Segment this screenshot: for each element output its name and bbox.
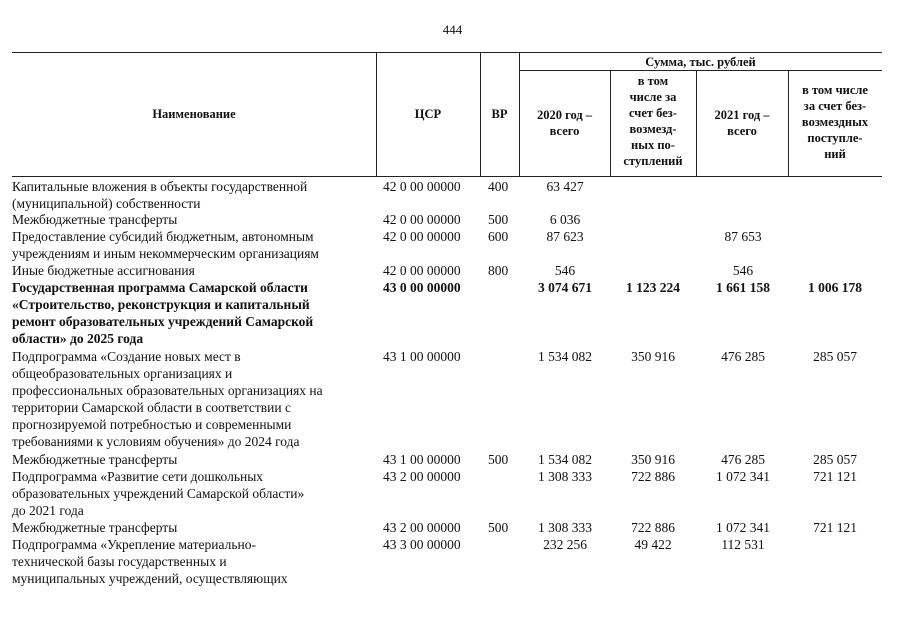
header-2020-total-lines bbox=[537, 107, 592, 139]
row-vr: 500 bbox=[488, 212, 509, 227]
header-2021-free bbox=[788, 82, 882, 162]
row-2020-total: 1 534 082 bbox=[538, 349, 592, 364]
header-csr: ЦСР bbox=[414, 107, 442, 121]
page-number: 444 bbox=[442, 22, 463, 37]
row-2020-total: 546 bbox=[554, 263, 576, 278]
row-name bbox=[12, 348, 372, 450]
name-line: ремонт образовательных учреждений Самарской bbox=[12, 314, 314, 329]
row-csr: 43 2 00 00000 bbox=[383, 520, 461, 535]
row-name bbox=[12, 536, 372, 587]
row-vr: 500 bbox=[488, 452, 509, 467]
row-2021-total: 1 072 341 bbox=[716, 520, 770, 535]
name-line: «Строительство, реконструкция и капитальный bbox=[12, 297, 310, 312]
name-line: Межбюджетные трансферты bbox=[12, 452, 178, 467]
row-2021-free: 721 121 bbox=[813, 469, 857, 484]
row-vr: 800 bbox=[488, 263, 509, 278]
row-2020-total: 232 256 bbox=[543, 537, 587, 552]
header-line: 2021 год – bbox=[714, 108, 770, 122]
name-line: Межбюджетные трансферты bbox=[12, 520, 178, 535]
header-line: за счет без- bbox=[803, 99, 867, 113]
name-line: прогнозируемой потребностью и современными bbox=[12, 417, 292, 432]
row-csr: 42 0 00 00000 bbox=[383, 212, 461, 227]
row-vr: 500 bbox=[488, 520, 509, 535]
name-line: Предоставление субсидий бюджетным, автономным bbox=[12, 229, 314, 244]
header-2020-total bbox=[519, 70, 610, 176]
row-2020-free: 49 422 bbox=[634, 537, 672, 552]
row-2021-total: 87 653 bbox=[724, 229, 762, 244]
row-2021-free: 285 057 bbox=[813, 349, 857, 364]
header-vr: ВР bbox=[491, 107, 508, 121]
name-line: Межбюджетные трансферты bbox=[12, 212, 178, 227]
row-2020-free: 350 916 bbox=[631, 349, 675, 364]
row-2021-total: 476 285 bbox=[721, 452, 765, 467]
row-2021-free: 1 006 178 bbox=[808, 280, 862, 295]
name-line: Подпрограмма «Развитие сети дошкольных bbox=[12, 469, 264, 484]
row-2021-free: 285 057 bbox=[813, 452, 857, 467]
row-2020-total: 6 036 bbox=[549, 212, 581, 227]
header-line: числе за bbox=[629, 90, 677, 104]
header-line: возмездных bbox=[801, 115, 869, 129]
name-line: образовательных учреждений Самарской области» bbox=[12, 486, 305, 501]
name-line: Капитальные вложения в объекты государственной bbox=[12, 179, 308, 194]
row-csr: 43 3 00 00000 bbox=[383, 537, 461, 552]
name-line: Подпрограмма «Укрепление материально- bbox=[12, 537, 256, 552]
header-2020-free bbox=[610, 73, 696, 169]
header-line: счет без- bbox=[629, 106, 677, 120]
row-csr: 43 1 00 00000 bbox=[383, 349, 461, 364]
header-line: возмезд- bbox=[629, 122, 677, 136]
header-line: в том числе bbox=[802, 83, 868, 97]
name-line: Иные бюджетные ассигнования bbox=[12, 263, 195, 278]
row-csr: 42 0 00 00000 bbox=[383, 263, 461, 278]
row-2020-total: 3 074 671 bbox=[538, 280, 592, 295]
row-name bbox=[12, 451, 372, 468]
row-2021-total: 112 531 bbox=[721, 537, 765, 552]
header-line: ных по- bbox=[631, 138, 675, 152]
row-csr: 43 1 00 00000 bbox=[383, 452, 461, 467]
header-sum-group: Сумма, тыс. рублей bbox=[645, 54, 756, 69]
row-2020-free: 350 916 bbox=[631, 452, 675, 467]
header-line: ний bbox=[824, 147, 846, 161]
header-line: поступле- bbox=[807, 131, 863, 145]
row-2020-total: 1 534 082 bbox=[538, 452, 592, 467]
row-name bbox=[12, 211, 372, 228]
row-2020-free: 722 886 bbox=[631, 469, 675, 484]
name-line: Государственная программа Самарской области bbox=[12, 280, 308, 295]
row-name bbox=[12, 262, 372, 279]
row-2020-free: 722 886 bbox=[631, 520, 675, 535]
name-line: технической базы государственных и bbox=[12, 554, 227, 569]
row-2020-total: 63 427 bbox=[546, 179, 584, 194]
name-line: до 2021 года bbox=[12, 503, 84, 518]
header-2021-total bbox=[696, 70, 788, 176]
row-2021-total: 1 072 341 bbox=[716, 469, 770, 484]
row-csr: 42 0 00 00000 bbox=[383, 229, 461, 244]
name-line: профессиональных образовательных организациях на bbox=[12, 383, 323, 398]
row-name bbox=[12, 519, 372, 536]
row-csr: 42 0 00 00000 bbox=[383, 179, 461, 194]
name-line: муниципальных учреждений, осуществляющих bbox=[12, 571, 288, 586]
header-line: 2020 год – bbox=[536, 108, 593, 122]
row-2020-free: 1 123 224 bbox=[626, 280, 680, 295]
row-csr: 43 0 00 00000 bbox=[383, 280, 461, 295]
row-2021-free: 721 121 bbox=[813, 520, 857, 535]
row-2020-total: 1 308 333 bbox=[538, 469, 592, 484]
row-vr: 600 bbox=[488, 229, 509, 244]
row-2020-total: 1 308 333 bbox=[538, 520, 592, 535]
name-line: (муниципальной) собственности bbox=[12, 196, 201, 211]
row-2021-total: 546 bbox=[732, 263, 754, 278]
header-line: ступлений bbox=[623, 154, 683, 168]
row-name bbox=[12, 228, 372, 262]
header-line: всего bbox=[727, 124, 757, 138]
row-csr: 43 2 00 00000 bbox=[383, 469, 461, 484]
header-bottom-border bbox=[12, 176, 882, 177]
row-2021-total: 476 285 bbox=[721, 349, 765, 364]
row-name bbox=[12, 178, 372, 212]
header-2021-total-lines bbox=[714, 107, 769, 139]
name-line: области» до 2025 года bbox=[12, 331, 144, 346]
row-name bbox=[12, 279, 372, 347]
row-2021-total: 1 661 158 bbox=[716, 280, 770, 295]
header-line: всего bbox=[549, 124, 580, 138]
row-name bbox=[12, 468, 372, 519]
name-line: Подпрограмма «Создание новых мест в bbox=[12, 349, 241, 364]
name-line: учреждениям и иным некоммерческим организациям bbox=[12, 246, 319, 261]
row-vr: 400 bbox=[488, 179, 509, 194]
header-line: в том bbox=[637, 74, 669, 88]
name-line: общеобразовательных организациях и bbox=[12, 366, 233, 381]
name-line: требованиями к условиям обучения» до 2024 года bbox=[12, 434, 300, 449]
header-name: Наименование bbox=[152, 107, 236, 121]
name-line: территории Самарской области в соответствии с bbox=[12, 400, 291, 415]
row-2020-total: 87 623 bbox=[546, 229, 584, 244]
